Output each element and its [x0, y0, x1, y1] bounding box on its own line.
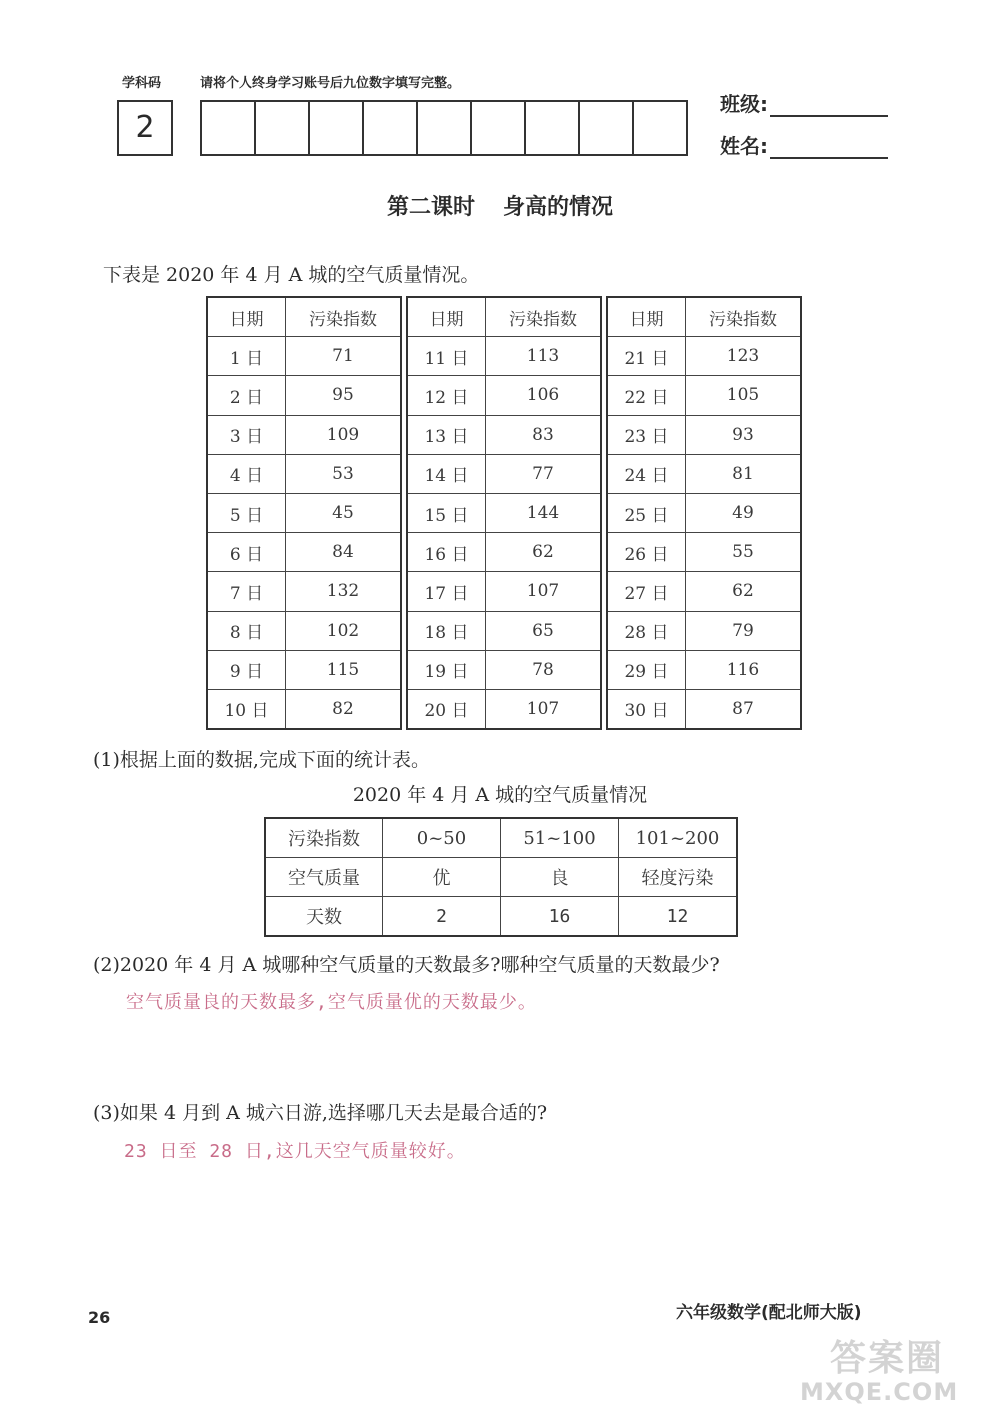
index-cell: 83 [486, 415, 601, 454]
digit-box[interactable] [526, 102, 580, 154]
digit-box[interactable] [310, 102, 364, 154]
date-cell: 27 日 [608, 572, 686, 611]
days-answer-cell[interactable]: 16 [501, 897, 619, 937]
range-cell: 0~50 [383, 818, 501, 858]
table-row [208, 572, 400, 611]
date-cell: 14 日 [408, 454, 486, 493]
index-cell: 109 [286, 415, 401, 454]
date-cell: 10 日 [208, 689, 286, 728]
subject-code-label: 学科码 [122, 76, 162, 91]
date-cell: 19 日 [408, 650, 486, 689]
days-answer-cell[interactable]: 12 [619, 897, 738, 937]
date-cell: 25 日 [608, 493, 686, 532]
table-row [608, 337, 800, 376]
row-label: 天数 [265, 897, 383, 937]
date-cell: 11 日 [408, 337, 486, 376]
stat-table [264, 817, 738, 937]
table-row [208, 337, 400, 376]
name-field [720, 130, 888, 159]
class-blank[interactable] [770, 95, 888, 117]
quality-cell: 良 [501, 858, 619, 897]
index-cell: 95 [286, 376, 401, 415]
digit-box[interactable] [634, 102, 686, 154]
index-cell: 107 [486, 572, 601, 611]
index-cell: 115 [286, 650, 401, 689]
date-cell: 5 日 [208, 493, 286, 532]
table-row [608, 493, 800, 532]
header-date: 日期 [608, 298, 686, 337]
header-index: 污染指数 [286, 298, 401, 337]
page-number: 26 [88, 1308, 111, 1327]
table-row [208, 689, 400, 728]
table-row [208, 415, 400, 454]
date-cell: 8 日 [208, 611, 286, 650]
date-cell: 9 日 [208, 650, 286, 689]
question-3: (3)如果 4 月到 A 城六日游,选择哪几天去是最合适的? [93, 1102, 548, 1124]
date-cell: 15 日 [408, 493, 486, 532]
name-blank[interactable] [770, 137, 888, 159]
header-date: 日期 [208, 298, 286, 337]
table-row [608, 415, 800, 454]
table-row [265, 858, 737, 897]
date-cell: 21 日 [608, 337, 686, 376]
table-row [208, 376, 400, 415]
index-cell: 105 [686, 376, 801, 415]
table-row [608, 611, 800, 650]
index-cell: 65 [486, 611, 601, 650]
date-cell: 22 日 [608, 376, 686, 415]
digit-box[interactable] [256, 102, 310, 154]
class-label: 班级: [720, 92, 768, 116]
row-label: 空气质量 [265, 858, 383, 897]
lesson-title-part1: 第二课时 [386, 195, 475, 220]
digit-box[interactable] [580, 102, 634, 154]
digit-box[interactable] [202, 102, 256, 154]
date-cell: 16 日 [408, 533, 486, 572]
table-row [408, 337, 600, 376]
range-cell: 101~200 [619, 818, 738, 858]
quality-cell: 优 [383, 858, 501, 897]
date-cell: 7 日 [208, 572, 286, 611]
account-digit-boxes [200, 100, 688, 156]
date-cell: 30 日 [608, 689, 686, 728]
table-row [608, 572, 800, 611]
index-cell: 87 [686, 689, 801, 728]
index-cell: 107 [486, 689, 601, 728]
index-cell: 49 [686, 493, 801, 532]
date-cell: 28 日 [608, 611, 686, 650]
index-cell: 81 [686, 454, 801, 493]
table-row [208, 533, 400, 572]
index-cell: 144 [486, 493, 601, 532]
table-row [608, 689, 800, 728]
quality-cell: 轻度污染 [619, 858, 738, 897]
date-cell: 23 日 [608, 415, 686, 454]
table-row [408, 376, 600, 415]
date-cell: 20 日 [408, 689, 486, 728]
index-cell: 55 [686, 533, 801, 572]
table-row [608, 533, 800, 572]
date-cell: 3 日 [208, 415, 286, 454]
index-cell: 116 [686, 650, 801, 689]
date-cell: 2 日 [208, 376, 286, 415]
digit-box[interactable] [364, 102, 418, 154]
date-cell: 12 日 [408, 376, 486, 415]
data-block [206, 296, 402, 730]
index-cell: 123 [686, 337, 801, 376]
index-cell: 62 [486, 533, 601, 572]
header-date: 日期 [408, 298, 486, 337]
header-index: 污染指数 [686, 298, 801, 337]
table-row [408, 493, 600, 532]
intro-text: 下表是 2020 年 4 月 A 城的空气质量情况。 [103, 264, 480, 286]
table-row [408, 454, 600, 493]
index-cell: 62 [686, 572, 801, 611]
date-cell: 6 日 [208, 533, 286, 572]
digit-box[interactable] [418, 102, 472, 154]
header-index: 污染指数 [486, 298, 601, 337]
table-row [408, 533, 600, 572]
index-cell: 77 [486, 454, 601, 493]
data-block [606, 296, 802, 730]
row-label: 污染指数 [265, 818, 383, 858]
index-cell: 82 [286, 689, 401, 728]
table-row [608, 454, 800, 493]
date-cell: 4 日 [208, 454, 286, 493]
lesson-title [0, 190, 1000, 221]
table-row [265, 897, 737, 937]
index-cell: 79 [686, 611, 801, 650]
table-row [408, 650, 600, 689]
watermark-logo: 答案圈 [830, 1338, 945, 1379]
range-cell: 51~100 [501, 818, 619, 858]
stat-table-title: 2020 年 4 月 A 城的空气质量情况 [352, 784, 648, 806]
table-row [408, 572, 600, 611]
subject-code-box: 2 [117, 100, 173, 156]
pollution-data-table [206, 296, 802, 730]
table-row [408, 611, 600, 650]
index-cell: 53 [286, 454, 401, 493]
date-cell: 29 日 [608, 650, 686, 689]
table-row [608, 650, 800, 689]
index-cell: 93 [686, 415, 801, 454]
date-cell: 17 日 [408, 572, 486, 611]
days-answer-cell[interactable]: 2 [383, 897, 501, 937]
digit-box[interactable] [472, 102, 526, 154]
index-cell: 113 [486, 337, 601, 376]
answer-2[interactable]: 空气质量良的天数最多,空气质量优的天数最少。 [126, 992, 537, 1013]
answer-3[interactable]: 23 日至 28 日,这几天空气质量较好。 [124, 1141, 466, 1162]
question-2: (2)2020 年 4 月 A 城哪种空气质量的天数最多?哪种空气质量的天数最少? [93, 954, 720, 976]
date-cell: 26 日 [608, 533, 686, 572]
question-1: (1)根据上面的数据,完成下面的统计表。 [93, 749, 430, 771]
watermark-url: MXQE.COM [800, 1378, 959, 1406]
index-cell: 71 [286, 337, 401, 376]
table-row [408, 689, 600, 728]
index-cell: 45 [286, 493, 401, 532]
account-instruction: 请将个人终身学习账号后九位数字填写完整。 [200, 76, 461, 91]
table-row [408, 415, 600, 454]
lesson-title-part2: 身高的情况 [503, 195, 614, 220]
index-cell: 106 [486, 376, 601, 415]
index-cell: 84 [286, 533, 401, 572]
table-row [208, 493, 400, 532]
class-field [720, 88, 888, 117]
index-cell: 102 [286, 611, 401, 650]
index-cell: 132 [286, 572, 401, 611]
table-row [265, 818, 737, 858]
index-cell: 78 [486, 650, 601, 689]
name-label: 姓名: [720, 134, 768, 158]
data-block [406, 296, 602, 730]
table-row [208, 611, 400, 650]
table-row [208, 650, 400, 689]
date-cell: 18 日 [408, 611, 486, 650]
table-row [208, 454, 400, 493]
date-cell: 24 日 [608, 454, 686, 493]
date-cell: 1 日 [208, 337, 286, 376]
table-row [608, 376, 800, 415]
book-title: 六年级数学(配北师大版) [676, 1303, 862, 1323]
date-cell: 13 日 [408, 415, 486, 454]
